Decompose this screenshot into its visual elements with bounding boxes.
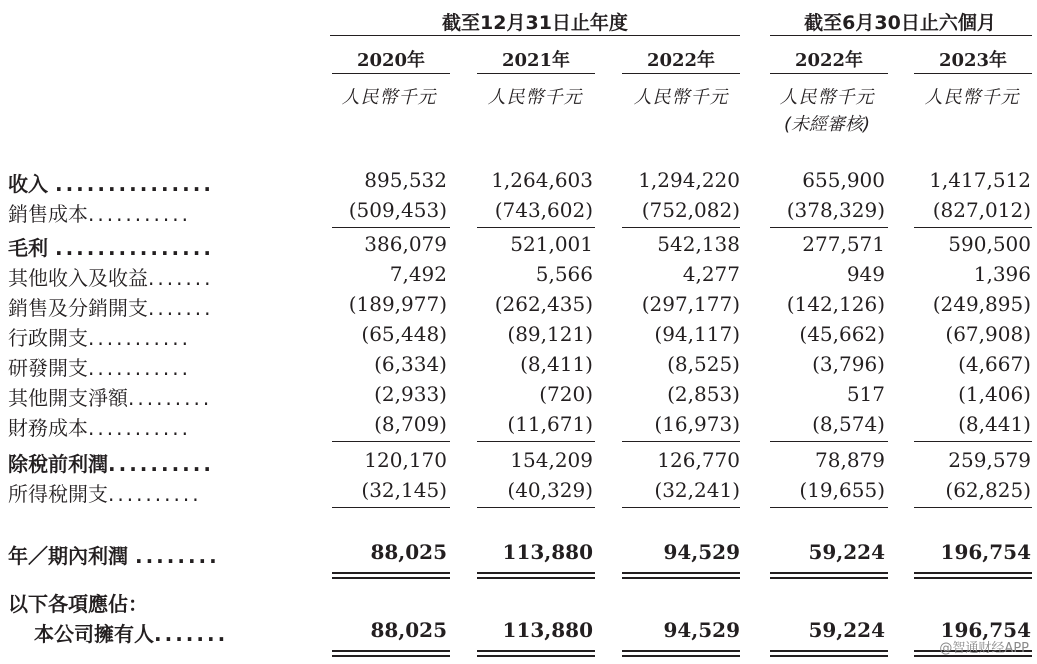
cell-value: 949 (846, 262, 885, 286)
subtotal-rule-3 (622, 441, 740, 442)
cell-value: 59,224 (808, 540, 885, 564)
header-group-half-line (770, 35, 1032, 36)
cell-value: 895,532 (364, 168, 447, 192)
table-row (0, 588, 1037, 618)
table-row (0, 262, 1037, 292)
year-header-4: 2022年 (794, 50, 864, 71)
row-label: 銷售及分銷開支....... (8, 296, 214, 320)
row-label: 其他收入及收益....... (8, 266, 214, 290)
subtotal-rule-2 (477, 441, 595, 442)
table-row (0, 382, 1037, 412)
cell-value: (297,177) (641, 292, 740, 316)
row-label: 行政開支........... (8, 326, 191, 350)
table-row (0, 198, 1037, 228)
subtotal-rule-2 (477, 507, 595, 508)
table-row (0, 352, 1037, 382)
cell-value: 126,770 (657, 448, 740, 472)
cell-value: (743,602) (494, 198, 593, 222)
header-group-half-year: 截至6月30日止六個月 (804, 12, 996, 34)
cell-value: (94,117) (654, 322, 740, 346)
cell-value: 113,880 (502, 618, 593, 642)
cell-value: 59,224 (808, 618, 885, 642)
total-double-rule-1 (332, 572, 450, 579)
cell-value: (509,453) (348, 198, 447, 222)
row-label: 本公司擁有人....... (34, 622, 229, 646)
unit-label-1: 人民幣千元 (341, 87, 437, 108)
unaudited-label: (未經審核) (783, 114, 871, 135)
subtotal-rule-1 (332, 507, 450, 508)
cell-value: 196,754 (940, 540, 1031, 564)
table-row (0, 232, 1037, 262)
cell-value: 1,396 (973, 262, 1031, 286)
cell-value: (16,973) (654, 412, 740, 436)
cell-value: (3,796) (812, 352, 885, 376)
cell-value: (752,082) (641, 198, 740, 222)
row-label: 所得稅開支.......... (8, 482, 202, 506)
cell-value: (11,671) (507, 412, 593, 436)
cell-value: (720) (539, 382, 593, 406)
total-double-rule-2 (477, 650, 595, 657)
total-double-rule-3 (622, 650, 740, 657)
subtotal-rule-1 (332, 227, 450, 228)
cell-value: (8,525) (667, 352, 740, 376)
cell-value: (2,933) (374, 382, 447, 406)
cell-value: 4,277 (682, 262, 740, 286)
cell-value: (249,895) (932, 292, 1031, 316)
cell-value: 88,025 (370, 618, 447, 642)
cell-value: 277,571 (802, 232, 885, 256)
year-line-5 (914, 73, 1032, 74)
subtotal-rule-1 (332, 441, 450, 442)
cell-value: 1,294,220 (638, 168, 740, 192)
cell-value: 78,879 (815, 448, 885, 472)
table-row (0, 478, 1037, 508)
table-row (0, 540, 1037, 570)
cell-value: 259,579 (948, 448, 1031, 472)
cell-value: (1,406) (958, 382, 1031, 406)
cell-value: 386,079 (364, 232, 447, 256)
unit-label-2: 人民幣千元 (487, 87, 583, 108)
cell-value: (19,655) (799, 478, 885, 502)
cell-value: (378,329) (786, 198, 885, 222)
subtotal-rule-5 (914, 227, 1032, 228)
cell-value: (45,662) (799, 322, 885, 346)
cell-value: (6,334) (374, 352, 447, 376)
year-line-1 (332, 73, 450, 74)
table-row (0, 292, 1037, 322)
cell-value: 7,492 (389, 262, 447, 286)
unit-label-4: 人民幣千元 (779, 87, 875, 108)
total-double-rule-3 (622, 572, 740, 579)
subtotal-rule-4 (770, 441, 888, 442)
header-group-fiscal-year: 截至12月31日止年度 (442, 12, 628, 34)
subtotal-rule-3 (622, 227, 740, 228)
cell-value: (262,435) (494, 292, 593, 316)
row-label: 其他開支淨額......... (8, 386, 213, 410)
cell-value: (8,441) (958, 412, 1031, 436)
cell-value: 94,529 (663, 540, 740, 564)
cell-value: (62,825) (945, 478, 1031, 502)
subtotal-rule-5 (914, 441, 1032, 442)
cell-value: 88,025 (370, 540, 447, 564)
cell-value: 120,170 (364, 448, 447, 472)
cell-value: 5,566 (535, 262, 593, 286)
year-header-2: 2021年 (501, 50, 571, 71)
cell-value: 542,138 (657, 232, 740, 256)
total-double-rule-4 (770, 650, 888, 657)
table-row (0, 322, 1037, 352)
cell-value: 655,900 (802, 168, 885, 192)
total-double-rule-4 (770, 572, 888, 579)
row-label: 毛利 ............... (8, 236, 214, 260)
subtotal-rule-4 (770, 507, 888, 508)
table-row (0, 618, 1037, 648)
total-double-rule-5 (914, 572, 1032, 579)
cell-value: (8,709) (374, 412, 447, 436)
cell-value: 1,417,512 (929, 168, 1031, 192)
watermark: @智通财经APP (939, 641, 1029, 656)
cell-value: (4,667) (958, 352, 1031, 376)
row-label: 年／期內利潤 ........ (8, 544, 220, 568)
cell-value: (40,329) (507, 478, 593, 502)
subtotal-rule-5 (914, 507, 1032, 508)
table-row (0, 412, 1037, 442)
cell-value: (89,121) (507, 322, 593, 346)
total-double-rule-1 (332, 650, 450, 657)
cell-value: 521,001 (510, 232, 593, 256)
unit-label-3: 人民幣千元 (633, 87, 729, 108)
cell-value: (65,448) (361, 322, 447, 346)
year-line-2 (477, 73, 595, 74)
row-label: 以下各項應佔： (8, 592, 148, 616)
cell-value: 113,880 (502, 540, 593, 564)
cell-value: (32,241) (654, 478, 740, 502)
total-double-rule-2 (477, 572, 595, 579)
row-label: 銷售成本........... (8, 202, 191, 226)
cell-value: (2,853) (667, 382, 740, 406)
cell-value: 94,529 (663, 618, 740, 642)
subtotal-rule-4 (770, 227, 888, 228)
row-label: 財務成本........... (8, 416, 191, 440)
year-header-5: 2023年 (938, 50, 1008, 71)
subtotal-rule-2 (477, 227, 595, 228)
row-label: 研發開支........... (8, 356, 191, 380)
year-header-3: 2022年 (646, 50, 716, 71)
cell-value: (827,012) (932, 198, 1031, 222)
cell-value: (142,126) (786, 292, 885, 316)
subtotal-rule-3 (622, 507, 740, 508)
cell-value: 196,754 (940, 618, 1031, 642)
table-row (0, 448, 1037, 478)
cell-value: (189,977) (348, 292, 447, 316)
cell-value: (67,908) (945, 322, 1031, 346)
cell-value: (8,574) (812, 412, 885, 436)
cell-value: 590,500 (948, 232, 1031, 256)
row-label: 除稅前利潤.......... (8, 452, 214, 476)
year-line-4 (770, 73, 888, 74)
header-group-fiscal-line (330, 35, 740, 36)
year-header-1: 2020年 (356, 50, 426, 71)
year-line-3 (622, 73, 740, 74)
cell-value: 517 (846, 382, 885, 406)
table-row (0, 168, 1037, 198)
cell-value: (8,411) (520, 352, 593, 376)
unit-label-5: 人民幣千元 (924, 87, 1020, 108)
cell-value: 154,209 (510, 448, 593, 472)
row-label: 收入 ............... (8, 172, 214, 196)
cell-value: (32,145) (361, 478, 447, 502)
cell-value: 1,264,603 (491, 168, 593, 192)
